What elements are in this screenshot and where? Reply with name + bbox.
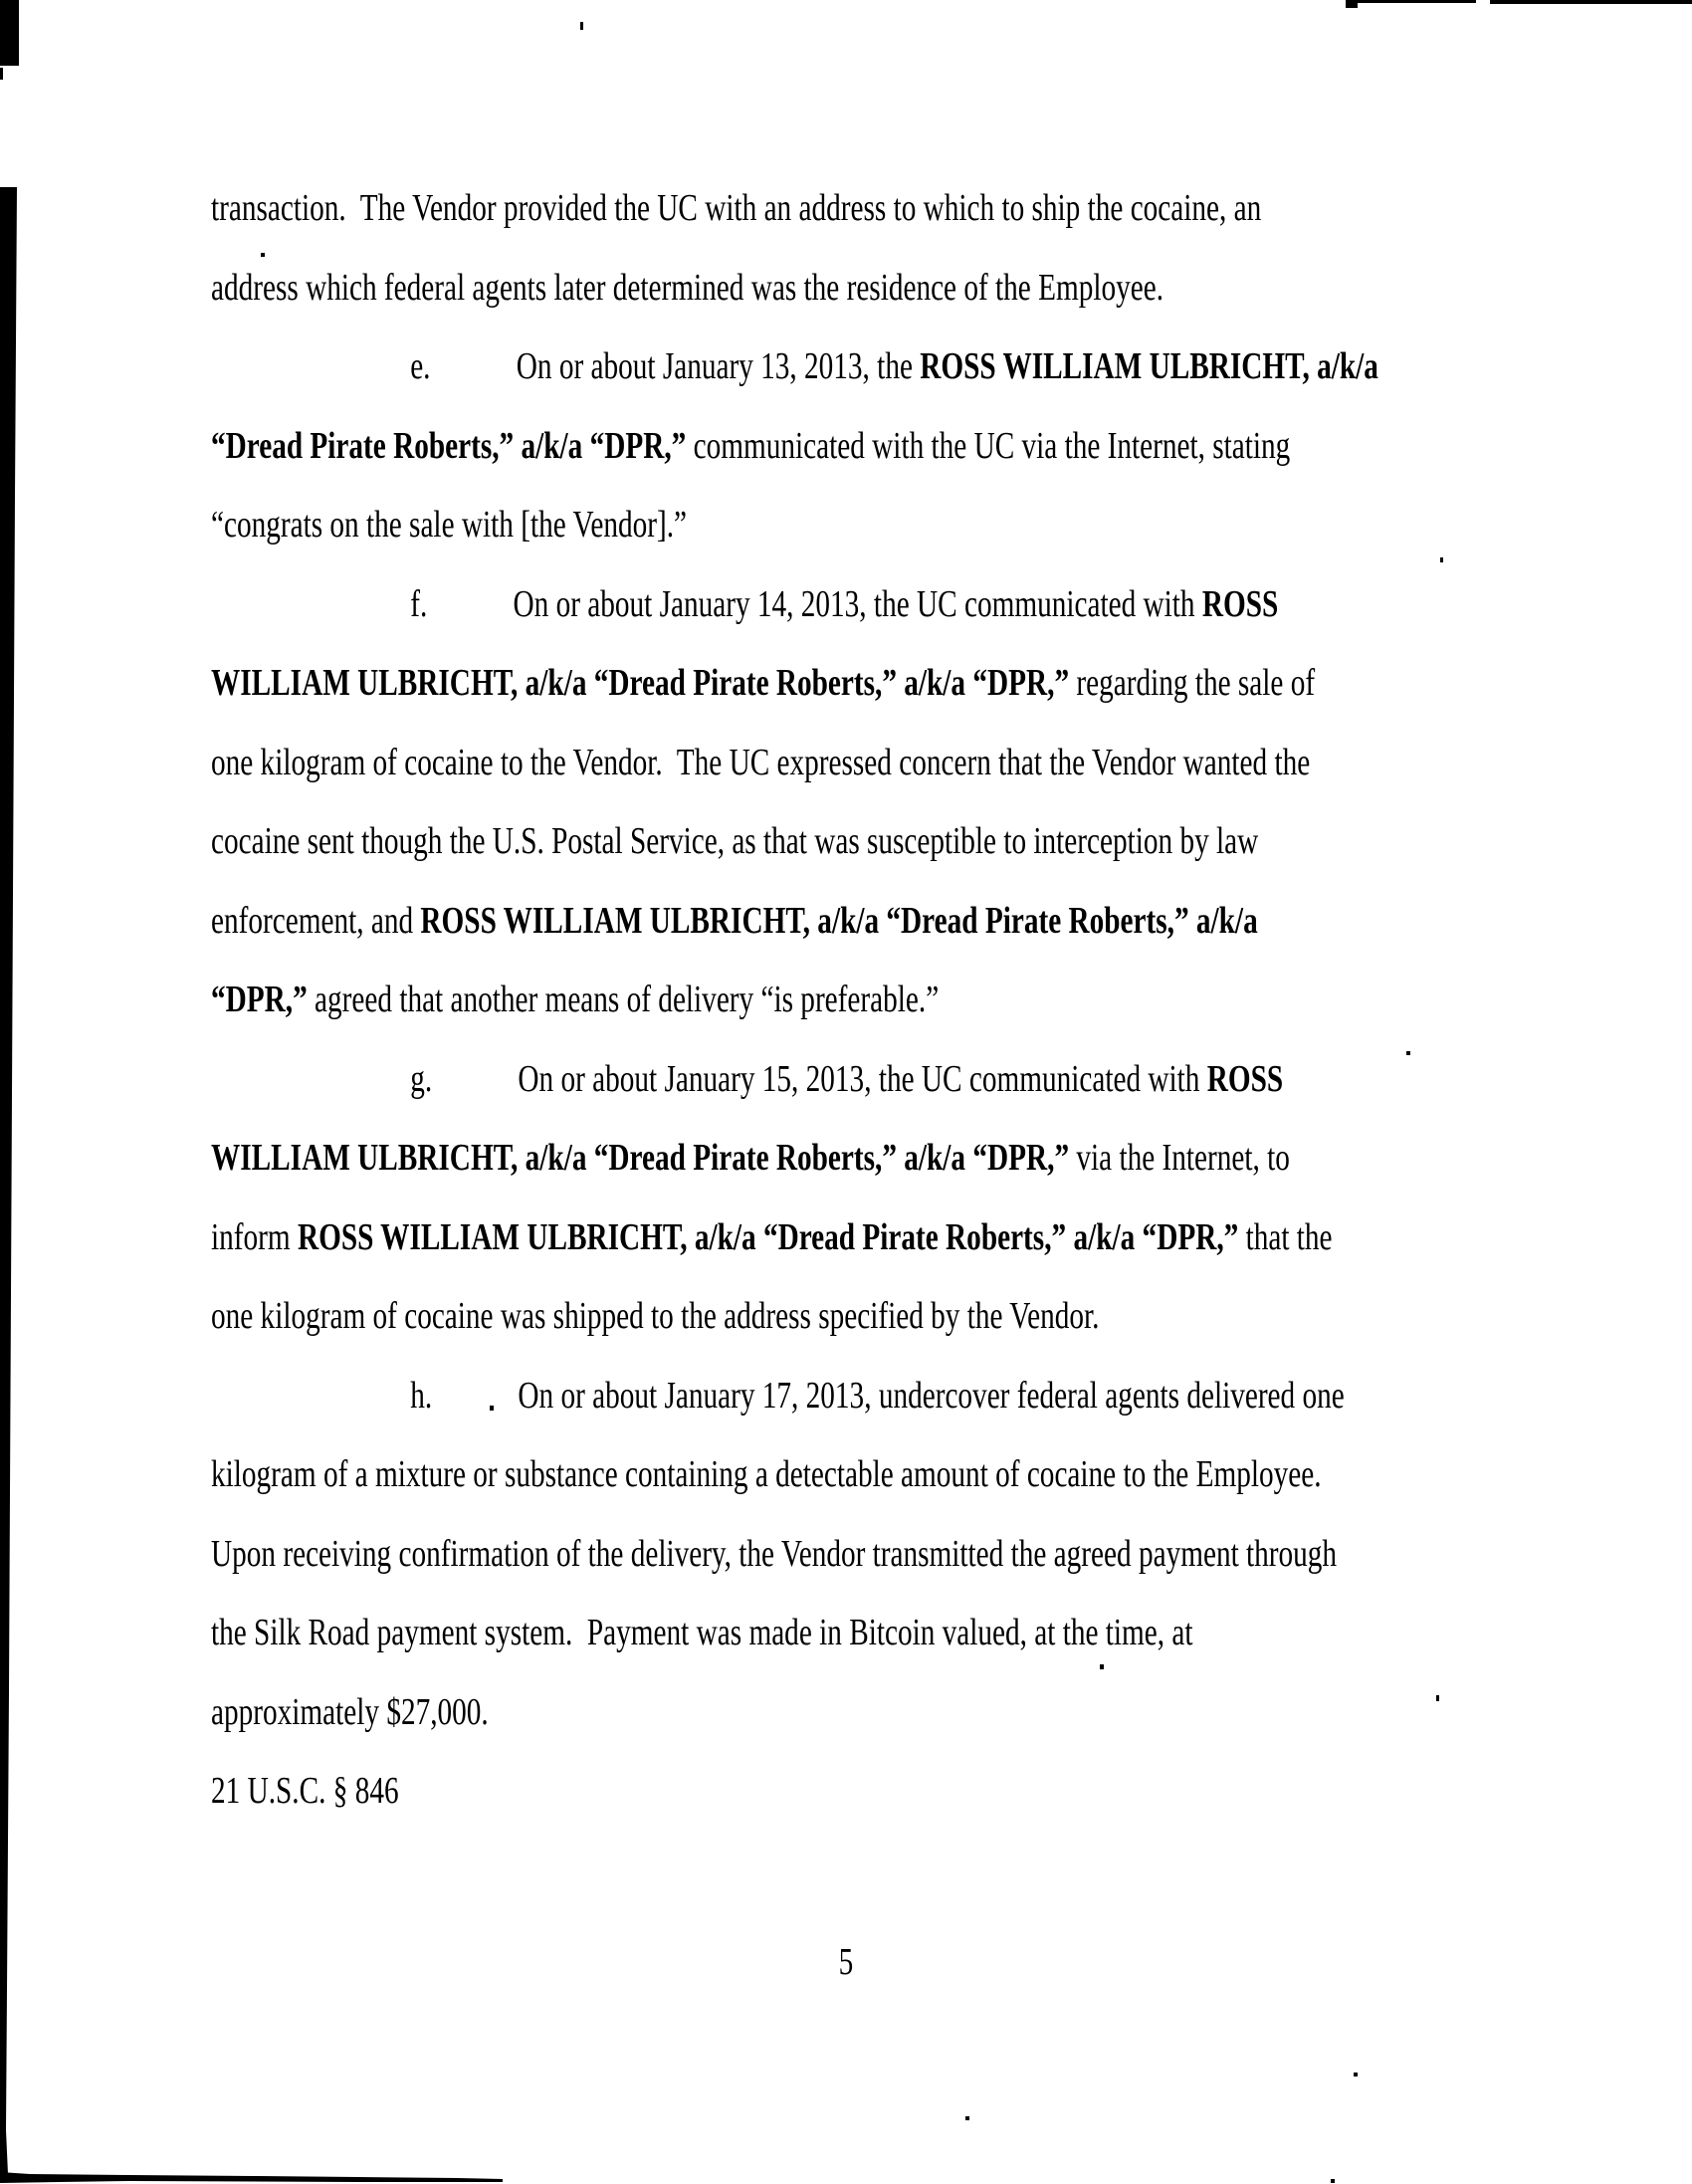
- text-segment: regarding the sale of: [1069, 662, 1316, 704]
- text-line: [211, 407, 1499, 487]
- text-line: [211, 1752, 1499, 1832]
- text-line: [211, 1277, 1499, 1357]
- text-segment: inform: [211, 1215, 298, 1258]
- text-segment: Upon receiving confirmation of the delivery, the Vendor transmitted the agreed payment through: [211, 1532, 1338, 1575]
- text-line: [211, 486, 1499, 565]
- text-line: [211, 1435, 1499, 1515]
- text-segment: On or about January 13, 2013, the: [516, 345, 921, 387]
- text-line: [211, 802, 1499, 882]
- scan-edge-left-top: [0, 0, 19, 66]
- text-line: [211, 1594, 1499, 1673]
- text-line: [211, 644, 1499, 724]
- scan-edge-top-right-blob: [1346, 0, 1358, 8]
- text-line: [211, 1040, 1499, 1120]
- text-line: [211, 1119, 1499, 1199]
- text-segment: enforcement, and: [211, 899, 421, 942]
- text-line: [211, 961, 1499, 1040]
- scan-edge-bottom-bar: [0, 2172, 503, 2183]
- bold-text-segment: “DPR,”: [211, 979, 308, 1020]
- text-segment: h.: [410, 1374, 433, 1417]
- bold-text-segment: “Dread Pirate Roberts,” a/k/a “DPR,”: [211, 424, 687, 467]
- scan-edge-left-stub: [0, 68, 3, 80]
- text-line: [211, 1515, 1499, 1595]
- text-segment: one kilogram of cocaine to the Vendor. The UC expressed concern that the Vendor wanted the: [211, 741, 1311, 783]
- scan-edge-top-right-line-a: [1346, 0, 1476, 3]
- page-number: 5: [838, 1941, 854, 1983]
- text-segment: On or about January 14, 2013, the UC communicated with: [513, 582, 1202, 625]
- text-segment: the Silk Road payment system. Payment was made in Bitcoin valued, at the time, at: [211, 1612, 1193, 1653]
- bold-text-segment: WILLIAM ULBRICHT, a/k/a “Dread Pirate Roberts,” a/k/a “DPR,”: [211, 662, 1070, 704]
- scan-speck: [1354, 2073, 1358, 2076]
- scan-edge-left-bar: [0, 187, 17, 2174]
- text-segment: address which federal agents later determined was the residence of the Employee.: [211, 266, 1164, 309]
- text-segment: On or about January 17, 2013, undercover federal agents delivered one: [518, 1374, 1345, 1417]
- document-body: [211, 169, 1499, 1832]
- text-line: [211, 169, 1499, 249]
- bold-text-segment: ROSS WILLIAM ULBRICHT, a/k/a “Dread Pirate Roberts,” a/k/a “DPR,”: [297, 1215, 1239, 1258]
- text-segment: that the: [1238, 1215, 1333, 1258]
- text-line: [211, 328, 1499, 407]
- text-segment: On or about January 15, 2013, the UC communicated with: [518, 1057, 1207, 1100]
- bold-text-segment: WILLIAM ULBRICHT, a/k/a “Dread Pirate Roberts,” a/k/a “DPR,”: [211, 1137, 1070, 1179]
- text-segment: agreed that another means of delivery “is preferable.”: [307, 979, 940, 1020]
- scan-speck: [1331, 2179, 1335, 2183]
- text-segment: “congrats on the sale with [the Vendor].”: [211, 504, 688, 546]
- text-line: [211, 1199, 1499, 1278]
- text-segment: one kilogram of cocaine was shipped to the address specified by the Vendor.: [211, 1295, 1100, 1337]
- text-segment: cocaine sent though the U.S. Postal Service, as that was susceptible to interception by law: [211, 820, 1259, 862]
- text-line: [211, 882, 1499, 962]
- text-segment: f.: [410, 582, 428, 625]
- text-segment: via the Internet, to: [1069, 1137, 1290, 1179]
- bold-text-segment: ROSS: [1206, 1057, 1284, 1100]
- scan-edge-top-right-line-b: [1490, 0, 1692, 4]
- text-line: [211, 724, 1499, 803]
- bold-text-segment: ROSS: [1201, 582, 1279, 625]
- bold-text-segment: ROSS WILLIAM ULBRICHT, a/k/a “Dread Pirate Roberts,” a/k/a: [420, 899, 1258, 942]
- text-line: [211, 1357, 1499, 1436]
- text-segment: 21 U.S.C. § 846: [211, 1770, 399, 1812]
- text-segment: communicated with the UC via the Internet, stating: [686, 424, 1291, 467]
- text-line: [211, 565, 1499, 645]
- text-line: [211, 1673, 1499, 1753]
- text-segment: e.: [410, 345, 431, 387]
- scan-speck: [965, 2116, 969, 2120]
- text-segment: transaction. The Vendor provided the UC with an address to which to ship the cocaine, an: [211, 187, 1262, 229]
- text-segment: approximately $27,000.: [211, 1690, 489, 1733]
- text-segment: g.: [410, 1057, 433, 1100]
- text-line: [211, 249, 1499, 328]
- scan-speck: [580, 22, 583, 30]
- bold-text-segment: ROSS WILLIAM ULBRICHT, a/k/a: [920, 345, 1378, 387]
- text-segment: kilogram of a mixture or substance containing a detectable amount of cocaine to the Employee.: [211, 1453, 1322, 1495]
